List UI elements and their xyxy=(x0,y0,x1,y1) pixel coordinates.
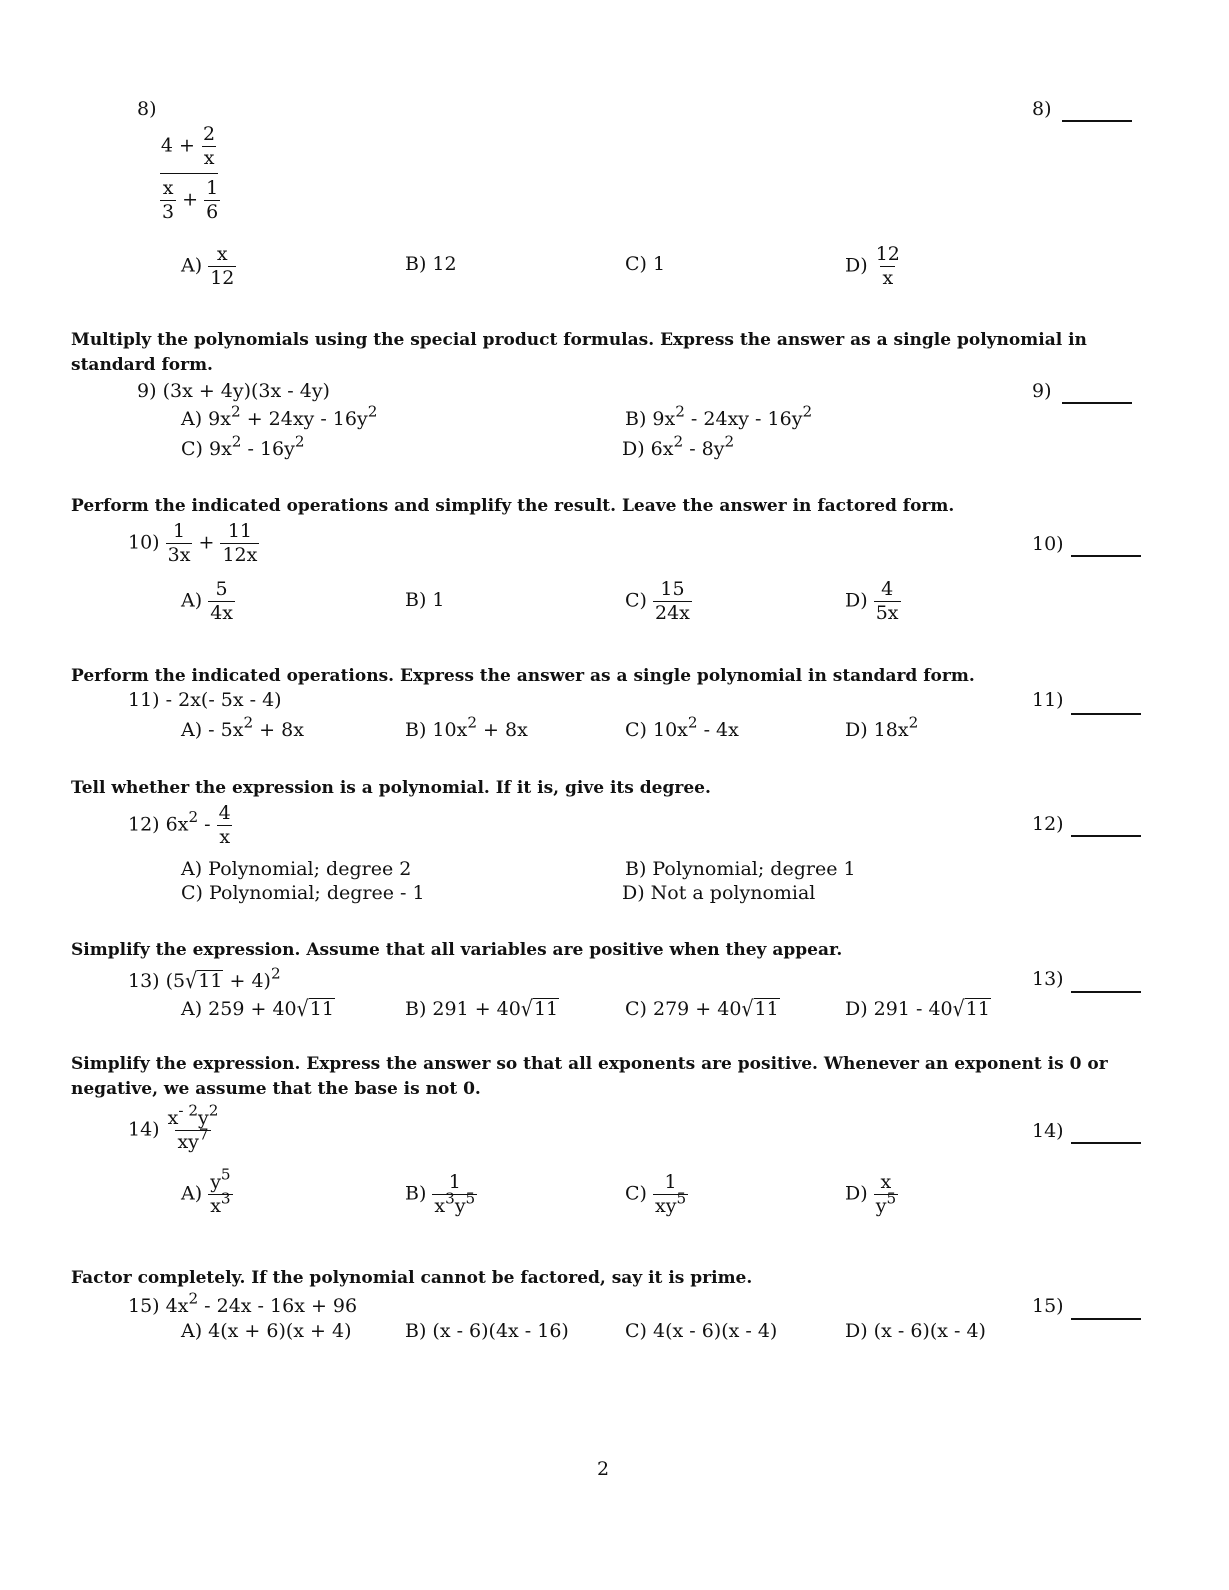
radical-icon: √ xyxy=(741,996,754,1022)
choice-label: C) xyxy=(625,1182,647,1205)
fraction-numerator: x xyxy=(880,1171,892,1193)
exponent: 2 xyxy=(675,402,685,421)
answer-number: 13) xyxy=(1032,968,1064,990)
radical-icon: √ xyxy=(520,996,533,1022)
fraction-denominator: x xyxy=(219,825,231,848)
radical-icon: √ xyxy=(296,996,309,1022)
choice-d[interactable] xyxy=(845,244,902,289)
exponent: 5 xyxy=(886,1189,897,1208)
instruction-9: Multiply the polynomials using the special product formulas. Express the answer as a single polynomial in standard form. xyxy=(71,330,1087,375)
exponent: 2 xyxy=(230,402,241,421)
fraction-numerator: x xyxy=(162,176,174,199)
fraction-numerator: 1 xyxy=(448,1171,461,1193)
choice-label: D) xyxy=(845,254,868,277)
variable: y xyxy=(875,1194,887,1217)
choice-a[interactable] xyxy=(181,402,378,430)
fraction xyxy=(204,178,220,223)
choice-label: C) xyxy=(625,589,647,612)
choice-a[interactable] xyxy=(181,579,235,624)
question-number: 11) xyxy=(128,689,160,711)
choice-text: A) 9x xyxy=(181,408,231,430)
question-prompt xyxy=(137,382,330,401)
exponent: 2 xyxy=(724,432,735,451)
question-number: 15) xyxy=(128,1295,160,1317)
choice-a[interactable] xyxy=(181,713,304,741)
choice-c[interactable]: C) 1 xyxy=(625,253,666,275)
fraction-numerator: 1 xyxy=(206,176,219,199)
plus-sign: + xyxy=(182,188,199,211)
choice-text: A) - 5x xyxy=(181,719,244,741)
fraction xyxy=(653,1172,688,1217)
fraction-numerator: 11 xyxy=(227,520,253,542)
fraction xyxy=(208,1165,232,1217)
fraction xyxy=(653,579,692,624)
choice-text: C) 279 + 40 xyxy=(625,998,742,1020)
question-prompt xyxy=(128,803,233,848)
choice-b[interactable] xyxy=(405,713,528,741)
instruction-14: Simplify the expression. Express the answer so that all exponents are positive. Whenever an exponent is 0 or negative, we assume that the base is not 0. xyxy=(71,1054,1108,1099)
variable: y xyxy=(454,1194,466,1217)
choice-text: B) 291 + 40 xyxy=(405,998,521,1020)
choice-d[interactable]: D) (x - 6)(x - 4) xyxy=(845,1320,986,1342)
question-prompt xyxy=(128,521,259,566)
choice-a[interactable] xyxy=(181,998,335,1020)
fraction-numerator xyxy=(166,1101,221,1130)
expression: + 4) xyxy=(223,970,271,992)
answer-blank[interactable] xyxy=(1071,713,1141,715)
radicand: 11 xyxy=(965,998,990,1020)
fraction-denominator xyxy=(432,1189,477,1217)
fraction xyxy=(208,579,235,624)
fraction-denominator xyxy=(175,1125,210,1153)
choice-b[interactable]: B) 12 xyxy=(405,253,457,275)
choice-b[interactable] xyxy=(405,998,559,1020)
exponent: 5 xyxy=(465,1189,476,1208)
variable: y xyxy=(210,1171,221,1193)
minus-sign: - xyxy=(198,813,211,836)
choice-c[interactable] xyxy=(625,998,780,1020)
variable: xy xyxy=(655,1194,677,1217)
question-prompt xyxy=(128,1289,358,1317)
fraction-numerator: 4 xyxy=(881,578,894,600)
question-number: 13) xyxy=(128,970,160,992)
instruction-15: Factor completely. If the polynomial cannot be factored, say it is prime. xyxy=(71,1268,753,1288)
question-prompt xyxy=(128,1101,220,1153)
fraction-denominator: 5x xyxy=(875,601,899,624)
answer-blank[interactable] xyxy=(1071,991,1141,993)
answer-blank[interactable] xyxy=(1071,1142,1141,1144)
choice-c[interactable]: C) 4(x - 6)(x - 4) xyxy=(625,1320,778,1342)
answer-number: 15) xyxy=(1032,1295,1064,1317)
exponent: 2 xyxy=(673,432,684,451)
answer-number: 9) xyxy=(1032,380,1052,402)
instruction-11: Perform the indicated operations. Express the answer as a single polynomial in standard form. xyxy=(71,666,975,686)
choice-b[interactable]: B) (x - 6)(4x - 16) xyxy=(405,1320,569,1342)
fraction xyxy=(220,521,259,566)
choice-text: C) 9x xyxy=(181,438,232,460)
exponent: 2 xyxy=(188,808,199,827)
question-number: 10) xyxy=(128,531,160,554)
fraction xyxy=(874,1172,898,1217)
fraction xyxy=(874,579,901,624)
choice-label: A) xyxy=(181,589,203,612)
question-number: 14) xyxy=(128,1118,160,1141)
choice-text: D) 18x xyxy=(845,719,909,741)
question-number: 8) xyxy=(137,98,157,120)
choice-text: C) 10x xyxy=(625,719,688,741)
radicand: 11 xyxy=(198,970,223,992)
choice-text: A) 259 + 40 xyxy=(181,998,297,1020)
fraction xyxy=(874,244,902,289)
choice-b[interactable] xyxy=(625,402,813,430)
exponent: 2 xyxy=(208,1101,219,1120)
expression: 6x xyxy=(165,813,189,836)
choice-text: + 24xy - 16y xyxy=(240,408,368,430)
choice-c[interactable]: C) Polynomial; degree - 1 xyxy=(181,882,425,904)
choice-c[interactable] xyxy=(625,1172,688,1217)
radicand: 11 xyxy=(533,998,559,1020)
exponent: 5 xyxy=(676,1189,687,1208)
choice-text: D) 291 - 40 xyxy=(845,998,953,1020)
fraction-denominator: 3 xyxy=(162,200,175,223)
question-prompt xyxy=(128,691,282,710)
choice-c[interactable] xyxy=(625,713,739,741)
radical-icon: √ xyxy=(185,968,198,994)
variable: xy xyxy=(177,1130,199,1153)
variable: y xyxy=(197,1107,209,1129)
fraction-numerator: 4 xyxy=(218,802,231,824)
choice-label: B) xyxy=(405,1182,427,1205)
choice-c[interactable] xyxy=(181,432,305,460)
fraction-numerator: 2 xyxy=(203,123,216,145)
fraction-numerator: 1 xyxy=(173,520,186,542)
fraction-denominator: x xyxy=(882,266,894,289)
exponent: 3 xyxy=(220,1189,231,1208)
radicand: 11 xyxy=(309,998,334,1020)
variable: x xyxy=(167,1107,179,1129)
page-number: 2 xyxy=(597,1458,610,1480)
fraction-denominator: 24x xyxy=(655,601,690,624)
exponent: 2 xyxy=(467,713,477,732)
answer-blank[interactable] xyxy=(1062,402,1132,404)
choice-b[interactable]: B) Polynomial; degree 1 xyxy=(625,858,856,880)
expression: 4x xyxy=(165,1295,189,1317)
exponent: 7 xyxy=(198,1125,209,1144)
fraction xyxy=(166,521,193,566)
exponent: 2 xyxy=(188,1289,199,1308)
exponent: 2 xyxy=(367,402,378,421)
choice-d[interactable] xyxy=(845,998,991,1020)
fraction xyxy=(201,124,217,169)
choice-b[interactable] xyxy=(405,1172,477,1217)
choice-label: D) xyxy=(845,589,868,612)
fraction xyxy=(166,1101,221,1153)
expression: (3x + 4y)(3x - 4y) xyxy=(162,380,330,402)
fraction-denominator xyxy=(208,1189,232,1217)
radical-icon: √ xyxy=(952,996,965,1022)
fraction-denominator: 12x xyxy=(222,543,258,566)
fraction-denominator: 12 xyxy=(210,266,235,289)
exponent: 2 xyxy=(231,432,242,451)
exponent: 2 xyxy=(908,713,919,732)
fraction-denominator: 3x xyxy=(167,543,191,566)
choice-d[interactable]: D) Not a polynomial xyxy=(622,882,816,904)
variable: x xyxy=(434,1194,446,1217)
fraction-numerator: 15 xyxy=(660,578,685,600)
choice-text: - 16y xyxy=(241,438,295,460)
variable: x xyxy=(210,1194,221,1217)
complex-fraction xyxy=(160,124,218,223)
question-prompt xyxy=(128,964,281,994)
radicand: 11 xyxy=(754,998,779,1020)
choice-a[interactable]: A) Polynomial; degree 2 xyxy=(181,858,412,880)
fraction-denominator: x xyxy=(203,146,215,169)
fraction-denominator xyxy=(653,1189,688,1217)
choice-a[interactable]: A) 4(x + 6)(x + 4) xyxy=(181,1320,352,1342)
exponent: 3 xyxy=(445,1189,455,1208)
expression: - 24x - 16x + 96 xyxy=(198,1295,358,1317)
answer-blank[interactable] xyxy=(1071,1318,1141,1320)
choice-label: A) xyxy=(181,1182,203,1205)
choice-label: D) xyxy=(845,1182,868,1205)
question-number: 12) xyxy=(128,813,160,836)
expression: (5 xyxy=(165,970,186,992)
exponent: 2 xyxy=(687,713,698,732)
plus-sign: + xyxy=(198,531,215,554)
answer-number: 14) xyxy=(1032,1120,1064,1142)
choice-d[interactable] xyxy=(622,432,735,460)
fraction xyxy=(160,178,176,223)
question-number: 9) xyxy=(137,380,157,402)
choice-label: A) xyxy=(181,254,203,277)
choice-text: - 4x xyxy=(697,719,739,741)
answer-number: 11) xyxy=(1032,689,1064,711)
fraction xyxy=(217,803,233,848)
choice-text: - 24xy - 16y xyxy=(684,408,803,430)
choice-text: B) 10x xyxy=(405,719,468,741)
exponent: 2 xyxy=(270,964,281,983)
exponent: 5 xyxy=(220,1165,231,1184)
fraction-numerator: 12 xyxy=(875,243,900,265)
instruction-12: Tell whether the expression is a polynomial. If it is, give its degree. xyxy=(71,778,711,798)
fraction xyxy=(208,244,236,289)
instruction-10: Perform the indicated operations and simplify the result. Leave the answer in factored form. xyxy=(71,496,955,516)
exponent: 2 xyxy=(243,713,254,732)
fraction-numerator: x xyxy=(216,243,228,265)
exponent: - 2 xyxy=(178,1101,198,1120)
answer-number: 8) xyxy=(1032,98,1052,120)
answer-blank[interactable] xyxy=(1071,835,1141,837)
choice-text: + 8x xyxy=(253,719,304,741)
exponent: 2 xyxy=(802,402,813,421)
choice-b[interactable]: B) 1 xyxy=(405,589,445,611)
answer-blank[interactable] xyxy=(1062,120,1132,122)
choice-d[interactable] xyxy=(845,1172,898,1217)
fraction xyxy=(432,1172,477,1217)
answer-number: 12) xyxy=(1032,813,1064,835)
numerator-term: 4 + xyxy=(160,134,195,157)
choice-c[interactable] xyxy=(625,579,692,624)
choice-text: - 8y xyxy=(683,438,725,460)
choice-d[interactable] xyxy=(845,713,919,741)
exponent: 2 xyxy=(294,432,305,451)
choice-a[interactable] xyxy=(181,1165,233,1217)
fraction-numerator: 1 xyxy=(664,1171,677,1193)
instruction-13: Simplify the expression. Assume that all variables are positive when they appear. xyxy=(71,940,843,960)
fraction-denominator xyxy=(874,1189,898,1217)
choice-d[interactable] xyxy=(845,579,901,624)
choice-text: D) 6x xyxy=(622,438,674,460)
choice-text: + 8x xyxy=(476,719,528,741)
fraction-denominator: 4x xyxy=(210,601,233,624)
answer-blank[interactable] xyxy=(1071,555,1141,557)
choice-a[interactable] xyxy=(181,244,236,289)
expression: - 2x(- 5x - 4) xyxy=(165,689,282,711)
fraction-numerator: 5 xyxy=(215,578,228,600)
answer-number: 10) xyxy=(1032,533,1064,555)
choice-text: B) 9x xyxy=(625,408,676,430)
fraction-denominator: 6 xyxy=(206,200,219,223)
